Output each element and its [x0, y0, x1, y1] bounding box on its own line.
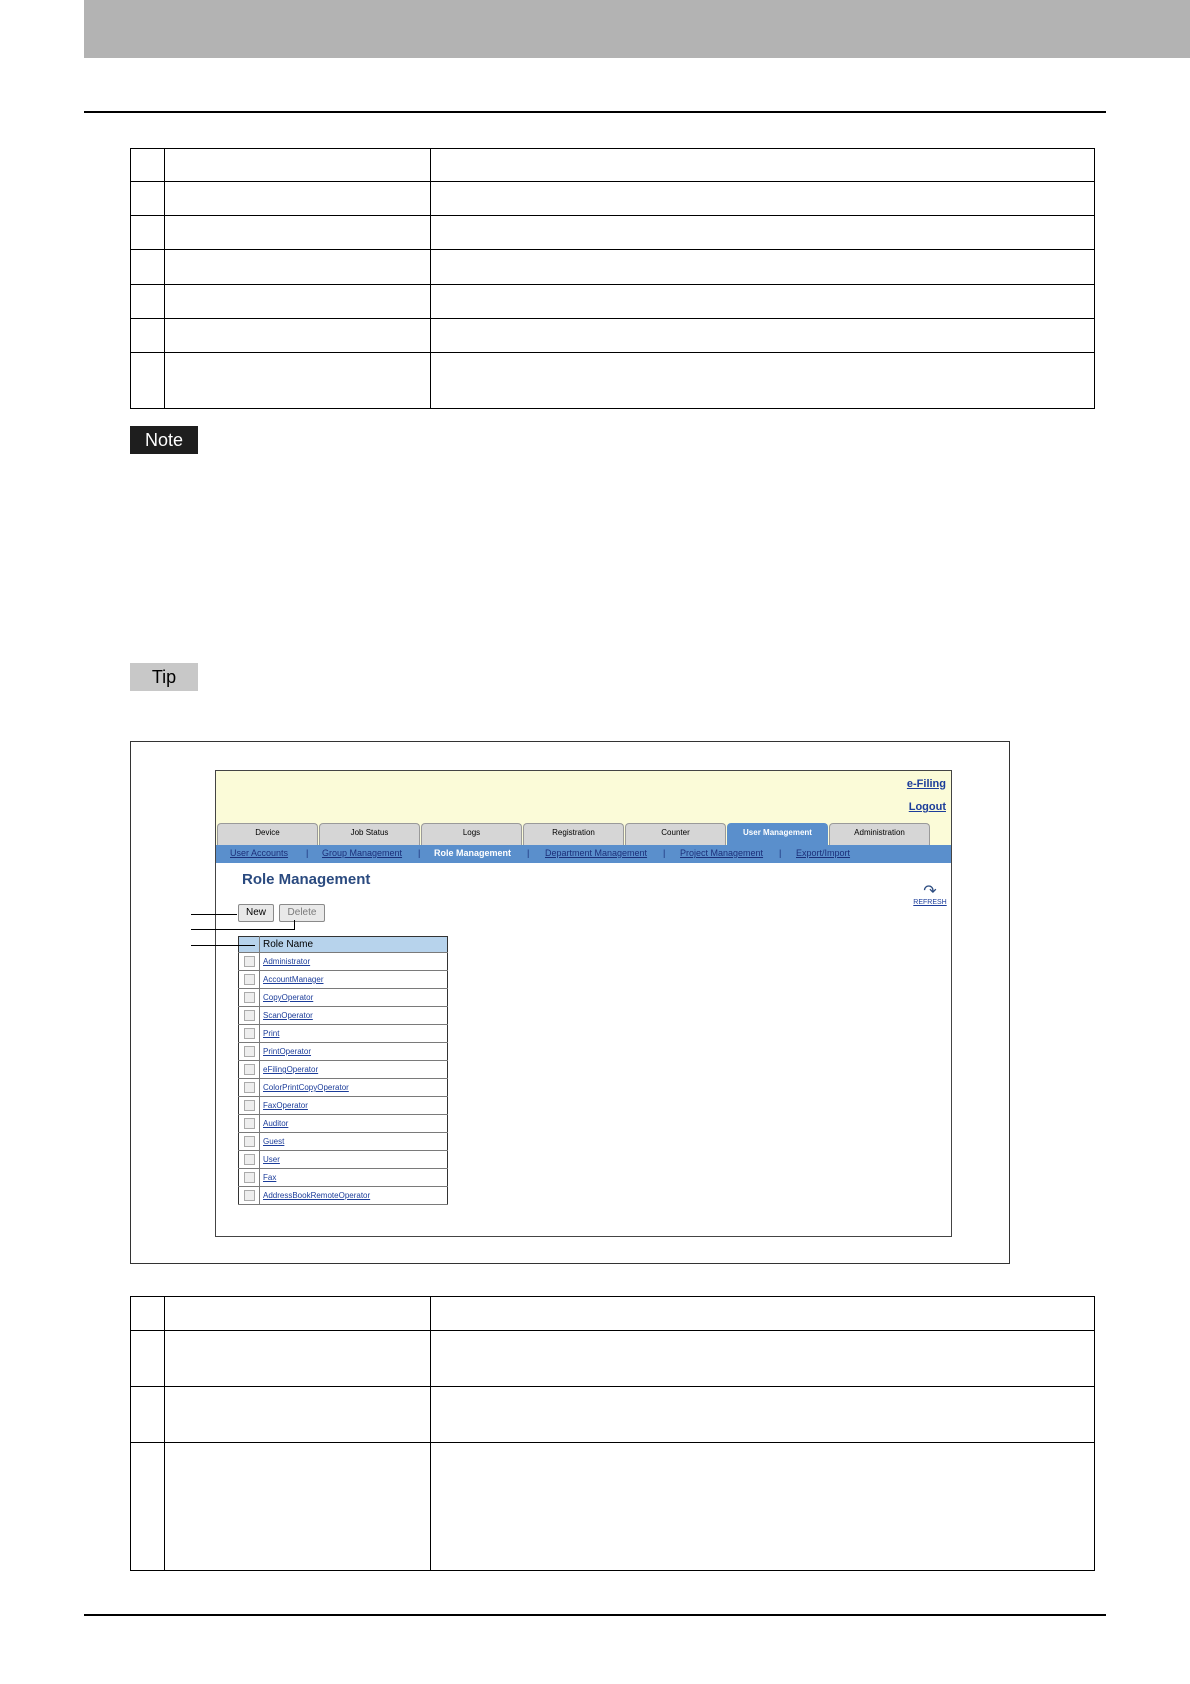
- subnav-separator: |: [663, 848, 666, 858]
- role-name-cell: [260, 1061, 448, 1079]
- role-name-cell: [260, 1097, 448, 1115]
- checkbox-cell: [239, 953, 260, 971]
- role-checkbox[interactable]: [244, 1172, 255, 1183]
- role-link[interactable]: ScanOperator: [263, 1011, 313, 1020]
- subnav-role-management[interactable]: Role Management: [434, 848, 512, 858]
- bottom-table: [130, 1296, 1095, 1571]
- table-row: [239, 989, 448, 1007]
- refresh-label: REFRESH: [913, 899, 947, 906]
- role-checkbox[interactable]: [244, 1100, 255, 1111]
- table-row: [239, 1043, 448, 1061]
- page-title: Role Management: [242, 871, 371, 888]
- role-checkbox[interactable]: [244, 1154, 255, 1165]
- role-link[interactable]: Print: [263, 1029, 280, 1038]
- tab-device[interactable]: Device: [217, 823, 318, 845]
- role-checkbox[interactable]: [244, 1118, 255, 1129]
- checkbox-cell: [239, 1043, 260, 1061]
- subnav-separator: |: [527, 848, 530, 858]
- table-row: [131, 319, 1095, 353]
- checkbox-cell: [239, 1169, 260, 1187]
- subnav-user-accounts[interactable]: User Accounts: [230, 848, 289, 858]
- table-row: [239, 1187, 448, 1205]
- role-link[interactable]: Auditor: [263, 1119, 289, 1128]
- logout-link[interactable]: Logout: [908, 801, 946, 813]
- refresh-button[interactable]: [912, 885, 948, 906]
- table-row: [239, 1115, 448, 1133]
- role-link[interactable]: PrintOperator: [263, 1047, 312, 1056]
- table-row: [131, 1387, 1095, 1443]
- checkbox-cell: [239, 1133, 260, 1151]
- subnav-separator: |: [306, 848, 309, 858]
- bottom-rule: [84, 1614, 1106, 1616]
- role-name-cell: [260, 1133, 448, 1151]
- role-checkbox[interactable]: [244, 992, 255, 1003]
- checkbox-cell: [239, 989, 260, 1007]
- role-link[interactable]: AccountManager: [263, 975, 324, 984]
- role-name-cell: [260, 1079, 448, 1097]
- table-row: [131, 149, 1095, 182]
- role-name-cell: [260, 1043, 448, 1061]
- checkbox-cell: [239, 1187, 260, 1205]
- table-header-row: [239, 937, 448, 953]
- embedded-screenshot: [215, 770, 952, 1237]
- subnav-export-import[interactable]: Export/Import: [796, 848, 851, 858]
- note-label: Note: [130, 426, 198, 454]
- role-table: [238, 936, 448, 1205]
- checkbox-cell: [239, 1061, 260, 1079]
- subnav-separator: |: [779, 848, 782, 858]
- refresh-icon: ↷: [923, 883, 937, 900]
- role-link[interactable]: User: [263, 1155, 280, 1164]
- role-link[interactable]: FaxOperator: [263, 1101, 308, 1110]
- callout-line-new: [191, 914, 237, 915]
- delete-button[interactable]: Delete: [279, 904, 325, 922]
- tab-user-management[interactable]: User Management: [727, 823, 828, 845]
- tip-label: Tip: [130, 663, 198, 691]
- checkbox-cell: [239, 1115, 260, 1133]
- checkbox-cell: [239, 971, 260, 989]
- table-row: [239, 1097, 448, 1115]
- tab-administration[interactable]: Administration: [829, 823, 930, 845]
- subnav-department-management[interactable]: Department Management: [545, 848, 648, 858]
- table-row: [239, 1133, 448, 1151]
- checkbox-cell: [239, 1151, 260, 1169]
- tab-counter[interactable]: Counter: [625, 823, 726, 845]
- top-table: [130, 148, 1095, 409]
- table-row: [131, 1331, 1095, 1387]
- table-row: [131, 216, 1095, 250]
- role-checkbox[interactable]: [244, 1046, 255, 1057]
- role-checkbox[interactable]: [244, 1136, 255, 1147]
- role-link[interactable]: AddressBookRemoteOperator: [263, 1191, 371, 1200]
- efiling-link[interactable]: e-Filing: [906, 778, 946, 790]
- callout-line-delete: [191, 929, 295, 930]
- screenshot-header: [216, 771, 951, 821]
- role-name-cell: [260, 1187, 448, 1205]
- table-row: [131, 182, 1095, 216]
- checkbox-cell: [239, 1007, 260, 1025]
- subnav-group-management[interactable]: Group Management: [322, 848, 403, 858]
- table-row: [239, 1079, 448, 1097]
- role-name-cell: [260, 1025, 448, 1043]
- role-name-cell: [260, 953, 448, 971]
- role-name-cell: [260, 1007, 448, 1025]
- checkbox-cell: [239, 1025, 260, 1043]
- table-row: [239, 1061, 448, 1079]
- role-checkbox[interactable]: [244, 956, 255, 967]
- role-name-cell: [260, 1115, 448, 1133]
- table-row: [131, 1297, 1095, 1331]
- role-link[interactable]: ColorPrintCopyOperator: [263, 1083, 349, 1092]
- role-checkbox[interactable]: [244, 974, 255, 985]
- callout-line-delete-riser: [294, 920, 295, 930]
- checkbox-cell: [239, 1079, 260, 1097]
- role-checkbox[interactable]: [244, 1028, 255, 1039]
- table-row: [239, 1025, 448, 1043]
- top-rule: [84, 111, 1106, 113]
- role-link[interactable]: eFilingOperator: [263, 1065, 319, 1074]
- role-checkbox[interactable]: [244, 1064, 255, 1075]
- table-row: [131, 250, 1095, 285]
- role-checkbox[interactable]: [244, 1082, 255, 1093]
- role-link[interactable]: Fax: [263, 1173, 277, 1182]
- subnav-project-management[interactable]: Project Management: [680, 848, 764, 858]
- tab-job-status[interactable]: Job Status: [319, 823, 420, 845]
- checkbox-cell: [239, 1097, 260, 1115]
- table-row: [239, 953, 448, 971]
- table-row: [239, 971, 448, 989]
- tab-logs[interactable]: Logs: [421, 823, 522, 845]
- role-checkbox[interactable]: [244, 1190, 255, 1201]
- new-button[interactable]: New: [238, 904, 274, 922]
- callout-line-role-name: [191, 945, 255, 946]
- role-checkbox[interactable]: [244, 1010, 255, 1021]
- role-name-cell: [260, 989, 448, 1007]
- role-link[interactable]: Guest: [263, 1137, 285, 1146]
- table-row: [239, 1169, 448, 1187]
- subnav-separator: |: [418, 848, 421, 858]
- table-row: [131, 353, 1095, 409]
- table-row: [131, 1443, 1095, 1571]
- role-name-cell: [260, 1151, 448, 1169]
- header-band: [84, 0, 1190, 58]
- role-name-cell: [260, 971, 448, 989]
- table-row: [131, 285, 1095, 319]
- role-link[interactable]: Administrator: [263, 957, 311, 966]
- role-name-cell: [260, 1169, 448, 1187]
- table-row: [239, 1007, 448, 1025]
- main-tabs: [216, 821, 951, 845]
- sub-navigation: [216, 845, 951, 863]
- table-row: [239, 1151, 448, 1169]
- role-link[interactable]: CopyOperator: [263, 993, 314, 1002]
- tab-registration[interactable]: Registration: [523, 823, 624, 845]
- role-name-header: Role Name: [260, 937, 448, 953]
